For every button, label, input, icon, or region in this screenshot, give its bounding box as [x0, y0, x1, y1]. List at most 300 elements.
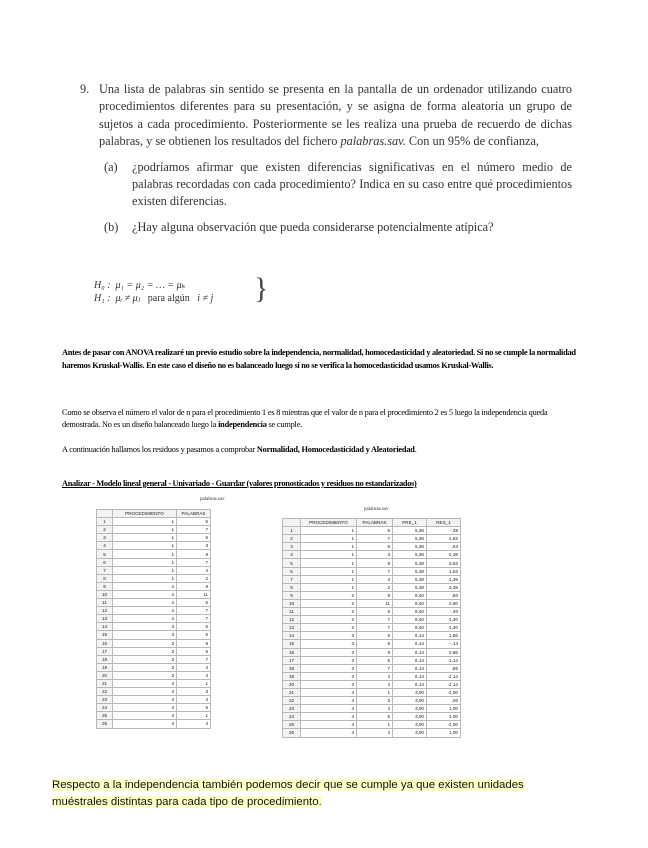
sheet2-cell[interactable]: 3,00 — [393, 713, 427, 721]
question-b-text: ¿Hay alguna observación que pueda considerarse potencialmente atípica? — [132, 219, 494, 234]
sheet2-cell[interactable]: -2,14 — [427, 672, 461, 680]
sheet1-row-number[interactable]: 17 — [97, 647, 113, 655]
sheet1-header-procedimiento[interactable]: PROCEDIMIENTO — [113, 510, 177, 518]
sheet2-cell[interactable]: -,40 — [427, 608, 461, 616]
sheet2-cell[interactable]: 1 — [357, 688, 393, 696]
sheet2-cell[interactable]: 9 — [357, 559, 393, 567]
sheet2-cell[interactable]: 9 — [357, 648, 393, 656]
sheet2-row-number[interactable]: 14 — [283, 632, 301, 640]
sheet1-cell[interactable]: 4 — [113, 712, 177, 720]
sheet1-cell[interactable]: 2 — [113, 590, 177, 598]
question-a — [104, 159, 572, 211]
sheet2-row — [283, 640, 461, 648]
sheet2-cell[interactable]: 5 — [357, 656, 393, 664]
sheet1-cell[interactable]: 9 — [177, 582, 211, 590]
sheet1-row-number[interactable]: 24 — [97, 704, 113, 712]
sheet2-cell[interactable]: 1,86 — [427, 632, 461, 640]
sheet2-row — [283, 656, 461, 664]
sheet1-row — [97, 671, 211, 679]
sheet2-row-number[interactable]: 1 — [283, 527, 301, 535]
sheet1-cell[interactable]: 5 — [177, 704, 211, 712]
sheet2-cell[interactable]: 8,40 — [393, 624, 427, 632]
sheet2-row — [283, 624, 461, 632]
sheet2-cell[interactable]: 2 — [301, 599, 357, 607]
sheet1-cell[interactable]: 1 — [113, 550, 177, 558]
sheet2-cell[interactable]: 3,00 — [393, 705, 427, 713]
sheet1-cell[interactable]: 3 — [113, 655, 177, 663]
sheet2-row-number[interactable]: 18 — [283, 664, 301, 672]
sheet1-cell[interactable]: 5 — [177, 647, 211, 655]
sheet1-cell[interactable]: 7 — [177, 558, 211, 566]
sheet1-row — [97, 679, 211, 687]
sheet2-cell[interactable]: 6 — [357, 640, 393, 648]
sheet2-row-number[interactable]: 17 — [283, 656, 301, 664]
sheet2-row-number[interactable]: 12 — [283, 616, 301, 624]
sheet1-cell[interactable]: 4 — [177, 663, 211, 671]
sheet2-cell[interactable]: 5,38 — [393, 543, 427, 551]
hypotheses — [94, 272, 269, 305]
sheet1-row — [97, 558, 211, 566]
residuals-note-text: A continuación hallamos los residuos y pasamos a comprobar — [62, 445, 257, 454]
sheet1-row-number[interactable]: 1 — [97, 518, 113, 526]
sheet2-cell[interactable]: 4 — [301, 697, 357, 705]
sheet1-cell[interactable]: 9 — [177, 639, 211, 647]
sheet2-row — [283, 705, 461, 713]
sheet2-cell[interactable]: 6,14 — [393, 656, 427, 664]
sheet2-cell[interactable]: 5,38 — [393, 527, 427, 535]
sheet2-cell[interactable]: 7 — [357, 535, 393, 543]
sheet2-row — [283, 559, 461, 567]
sheet2-row — [283, 543, 461, 551]
sheet2-row — [283, 664, 461, 672]
sheet1-row-number[interactable]: 15 — [97, 631, 113, 639]
problem-statement-end: Con un 95% de confianza, — [405, 134, 539, 149]
sheet2-cell[interactable]: 7 — [357, 624, 393, 632]
sheet2-cell[interactable]: 1 — [301, 559, 357, 567]
h0-expression: μ₁ = μ₂ = … = μₖ — [115, 280, 186, 291]
sheet1-row — [97, 712, 211, 720]
sheet2-row-number[interactable]: 26 — [283, 729, 301, 737]
sheet2-row-number[interactable]: 7 — [283, 575, 301, 583]
sheet2-header-palabras[interactable]: PALABRAS — [357, 519, 393, 527]
sheet2-row — [283, 608, 461, 616]
problem-statement-text: Una lista de palabras sin sentido se presenta en la pantalla de un ordenador utilizando cuatro procedimientos diferentes para su presentación, y se asigna de forma aleatoria un grupo de sujetos a cada procedimiento. Posteriormente se les realiza una prueba de recuerdo de dichas palabras, y se obtienen los resultados del fichero — [99, 82, 572, 149]
sheet1-row — [97, 720, 211, 728]
sheet1-row-number[interactable]: 23 — [97, 696, 113, 704]
sheet2-cell[interactable]: 1 — [301, 527, 357, 535]
sheet1-row — [97, 526, 211, 534]
sheet1-cell[interactable]: 1 — [113, 518, 177, 526]
sheet1-row — [97, 607, 211, 615]
independence-note-end: se cumple. — [266, 419, 302, 429]
sheet1-row-number[interactable]: 10 — [97, 590, 113, 598]
sheet2-row-number[interactable]: 4 — [283, 551, 301, 559]
sheet2-cell[interactable]: 1,00 — [427, 705, 461, 713]
sheet2-row-number[interactable]: 21 — [283, 688, 301, 696]
sheet2-cell[interactable]: 3,00 — [393, 721, 427, 729]
sheet1-row — [97, 631, 211, 639]
sheet1-cell[interactable]: 4 — [113, 720, 177, 728]
sheet2-cell[interactable]: 4 — [301, 721, 357, 729]
sheet2-cell[interactable]: 9 — [357, 591, 393, 599]
sheet2-cell[interactable]: 2,60 — [427, 599, 461, 607]
sheet1-row-number[interactable]: 4 — [97, 542, 113, 550]
sheet2-cell[interactable]: 3 — [301, 640, 357, 648]
sheet2-cell[interactable]: 3 — [357, 697, 393, 705]
sheet2-cell[interactable]: 1 — [301, 551, 357, 559]
sheet1-cell[interactable]: 9 — [177, 550, 211, 558]
sheet1-cell[interactable]: 3 — [177, 688, 211, 696]
independence-keyword: independencia — [218, 419, 267, 429]
sheet2-row-number[interactable]: 11 — [283, 608, 301, 616]
sheet2-cell[interactable]: 2 — [301, 608, 357, 616]
sheet2-row — [283, 575, 461, 583]
sheet1-row — [97, 663, 211, 671]
sheet2-row-number[interactable]: 15 — [283, 640, 301, 648]
sheet2-cell[interactable]: 4 — [301, 688, 357, 696]
sheet2-header-procedimiento[interactable]: PROCEDIMIENTO — [301, 519, 357, 527]
sheet2-cell[interactable]: ,86 — [427, 664, 461, 672]
sheet1-row — [97, 704, 211, 712]
sheet1-row — [97, 590, 211, 598]
sheet2-cell[interactable]: 4 — [301, 729, 357, 737]
sheet2-row — [283, 680, 461, 688]
sheet1-cell[interactable]: 7 — [177, 615, 211, 623]
sheet2-cell[interactable]: 5,38 — [393, 551, 427, 559]
sheet1-row-number[interactable]: 7 — [97, 566, 113, 574]
sheet1-cell[interactable]: 4 — [113, 704, 177, 712]
residuals-note — [62, 444, 584, 456]
sheet2-cell[interactable]: 8,40 — [393, 616, 427, 624]
intro-note: Antes de pasar con ANOVA realizaré un previo estudio sobre la independencia, normalidad, homocedasticidad y aleatoriedad. Si no se cumple la normalidad haremos Kruskal-Wallis. En este caso el diseño no es balanceado luego si no se verifica la homocedasticidad usamos Kruskal-Wallis. — [62, 348, 576, 370]
sheet1-row-number[interactable]: 11 — [97, 599, 113, 607]
sheet1-cell[interactable]: 4 — [177, 720, 211, 728]
sheet1-cell[interactable]: 4 — [177, 566, 211, 574]
sheet2-row — [283, 729, 461, 737]
sheet2-cell[interactable]: -,38 — [427, 527, 461, 535]
sheet1-cell[interactable]: 2 — [113, 607, 177, 615]
sheet1-row-number[interactable]: 3 — [97, 534, 113, 542]
sheet2-row-number[interactable]: 2 — [283, 535, 301, 543]
sheet1-row-number[interactable]: 14 — [97, 623, 113, 631]
sheet1-cell[interactable]: 4 — [113, 679, 177, 687]
sheet2-cell[interactable]: 6,14 — [393, 648, 427, 656]
sheet2-cell[interactable]: 1 — [301, 583, 357, 591]
sheet2-cell[interactable]: 7 — [357, 664, 393, 672]
sheet1-table — [96, 509, 211, 729]
sheet2-cell[interactable]: ,00 — [427, 697, 461, 705]
sheet2-row-number[interactable]: 10 — [283, 599, 301, 607]
sheet1-cell[interactable]: 7 — [177, 526, 211, 534]
sheet2-row-number[interactable]: 13 — [283, 624, 301, 632]
question-b — [104, 219, 572, 236]
sheet2-cell[interactable]: 7 — [357, 567, 393, 575]
sheet2-row — [283, 583, 461, 591]
sheet2-cell[interactable]: 1 — [301, 575, 357, 583]
sheet2-cell[interactable]: 4 — [301, 713, 357, 721]
sheet1-row-number[interactable]: 9 — [97, 582, 113, 590]
sheet2-cell[interactable]: 4 — [357, 729, 393, 737]
sheet1-cell[interactable]: 1 — [113, 558, 177, 566]
sheet2-cell[interactable]: -1,40 — [427, 624, 461, 632]
sheet2-cell[interactable]: 6,14 — [393, 672, 427, 680]
sheet1-row-number[interactable]: 25 — [97, 712, 113, 720]
sheet2-row — [283, 567, 461, 575]
sheet2-cell[interactable]: 2,86 — [427, 648, 461, 656]
sheet1-cell[interactable]: 6 — [177, 623, 211, 631]
sheet2-cell[interactable]: 6,14 — [393, 640, 427, 648]
h1-expression: μᵢ ≠ μⱼ — [115, 292, 141, 304]
sheet2-cell[interactable]: 6 — [357, 632, 393, 640]
sheet1-header-palabras[interactable]: PALABRAS — [177, 510, 211, 518]
sheet2-cell[interactable]: -3,38 — [427, 583, 461, 591]
sheet2-cell[interactable]: 5 — [357, 527, 393, 535]
sheet2-cell[interactable]: 3 — [301, 632, 357, 640]
sheet2-cell[interactable]: 6,14 — [393, 632, 427, 640]
brace-symbol: } — [254, 272, 269, 305]
sheet2-cell[interactable]: 3 — [301, 680, 357, 688]
sheet2-row-number[interactable]: 24 — [283, 713, 301, 721]
h1-index: i ≠ j — [197, 292, 214, 304]
sheet1-row-number[interactable]: 2 — [97, 526, 113, 534]
sheet1-row — [97, 696, 211, 704]
sheet1-row-number[interactable]: 20 — [97, 671, 113, 679]
sheet1-cell[interactable]: 6 — [177, 631, 211, 639]
sheet1-cell[interactable]: 2 — [113, 599, 177, 607]
sheet2-cell[interactable]: 8,40 — [393, 599, 427, 607]
sheet2-cell[interactable]: 4 — [301, 705, 357, 713]
sheet1-cell[interactable]: 4 — [113, 688, 177, 696]
sheet2-cell[interactable]: 3,63 — [427, 559, 461, 567]
sheet1-row-number[interactable]: 6 — [97, 558, 113, 566]
h1-condition: para algún — [147, 292, 190, 304]
sheet1-cell[interactable]: 1 — [113, 574, 177, 582]
sheet2-cell[interactable]: 6 — [357, 543, 393, 551]
independence-note — [62, 407, 584, 431]
sheet2-row-number[interactable]: 23 — [283, 705, 301, 713]
sheet2-row — [283, 616, 461, 624]
sheet2-corner — [283, 519, 301, 527]
sheet1-row-number[interactable]: 16 — [97, 639, 113, 647]
sheet2-cell[interactable]: -2,00 — [427, 721, 461, 729]
sheet2-cell[interactable]: ,60 — [427, 591, 461, 599]
sheet2-row — [283, 591, 461, 599]
sheet2-row — [283, 527, 461, 535]
sheet1-cell[interactable]: 1 — [113, 534, 177, 542]
sheet1-cell[interactable]: 7 — [177, 655, 211, 663]
sheet2-cell[interactable]: 3 — [357, 551, 393, 559]
sheet2-cell[interactable]: 3 — [301, 664, 357, 672]
sheet2-cell[interactable]: 11 — [357, 599, 393, 607]
sheet2-cell[interactable]: 4 — [357, 575, 393, 583]
sheet2-cell[interactable]: 6,14 — [393, 664, 427, 672]
sheet2-header-pre[interactable]: PRE_1 — [393, 519, 427, 527]
sheet2-cell[interactable]: 1,00 — [427, 729, 461, 737]
problem-statement — [80, 81, 572, 236]
hypothesis-null — [94, 280, 213, 293]
sheet1-cell[interactable]: 3 — [113, 663, 177, 671]
sheet1-row-number[interactable]: 21 — [97, 679, 113, 687]
sheet1-cell[interactable]: 2 — [113, 582, 177, 590]
sheet1-cell[interactable]: 3 — [113, 671, 177, 679]
sheet2-cell[interactable]: 2,00 — [427, 713, 461, 721]
sheet2-cell[interactable]: -1,40 — [427, 616, 461, 624]
sheet2-row — [283, 721, 461, 729]
sheet2-cell[interactable]: 3 — [301, 648, 357, 656]
sheet1-cell[interactable]: 3 — [177, 542, 211, 550]
sheet2-cell[interactable]: 2 — [357, 583, 393, 591]
question-a-label: (a) — [104, 159, 118, 174]
sheet1-cell[interactable]: 1 — [177, 679, 211, 687]
sheet2-cell[interactable]: 8,40 — [393, 591, 427, 599]
sheet1-cell[interactable]: 4 — [177, 696, 211, 704]
sheet2-cell[interactable]: 6 — [357, 608, 393, 616]
sheet2-row-number[interactable]: 19 — [283, 672, 301, 680]
sheet1-cell[interactable]: 3 — [113, 639, 177, 647]
sheet2-cell[interactable]: 3,00 — [393, 688, 427, 696]
sheet2-header-res[interactable]: RES_1 — [427, 519, 461, 527]
sheet2-row-number[interactable]: 6 — [283, 567, 301, 575]
sheet1-cell[interactable]: 3 — [113, 623, 177, 631]
sheet2-cell[interactable]: 3 — [301, 672, 357, 680]
sheet1-cell[interactable]: 6 — [177, 599, 211, 607]
sheet1-row — [97, 647, 211, 655]
spss-menu-path: Analizar - Modelo lineal general - Univariado - Guardar (valores pronosticados y residuos no estandarizados) — [62, 479, 417, 488]
sheet1-row — [97, 623, 211, 631]
sheet2-cell[interactable]: 2 — [301, 591, 357, 599]
sheet2-cell[interactable]: 5,38 — [393, 575, 427, 583]
sheet1-row — [97, 542, 211, 550]
sheet1-cell[interactable]: 1 — [113, 526, 177, 534]
sheet1-cell[interactable]: 3 — [113, 631, 177, 639]
sheet1-cell[interactable]: 1 — [113, 542, 177, 550]
sheet2-cell[interactable]: ,63 — [427, 543, 461, 551]
sheet2-row — [283, 551, 461, 559]
sheet1-row — [97, 518, 211, 526]
sheet2-cell[interactable]: 1,63 — [427, 535, 461, 543]
sheet2-cell[interactable]: 2 — [301, 616, 357, 624]
sheet1-row-number[interactable]: 26 — [97, 720, 113, 728]
sheet1-cell[interactable]: 1 — [113, 566, 177, 574]
sheet2-row-number[interactable]: 16 — [283, 648, 301, 656]
sheet2-cell[interactable]: 3 — [301, 656, 357, 664]
sheet2-table — [282, 518, 461, 738]
sheet1-cell[interactable]: 3 — [113, 647, 177, 655]
sheet2-cell[interactable]: 7 — [357, 616, 393, 624]
sheet2-row — [283, 648, 461, 656]
sheet1-row — [97, 534, 211, 542]
sheet1-cell[interactable]: 11 — [177, 590, 211, 598]
sheet1-row-number[interactable]: 18 — [97, 655, 113, 663]
sheet2-cell[interactable]: 5,38 — [393, 567, 427, 575]
sheet1-row — [97, 655, 211, 663]
sheet1-row — [97, 566, 211, 574]
sheet2-cell[interactable]: 5,38 — [393, 535, 427, 543]
sheet1-corner — [97, 510, 113, 518]
question-b-label: (b) — [104, 219, 119, 234]
sheet1-row — [97, 688, 211, 696]
sheet2-cell[interactable]: 5 — [357, 713, 393, 721]
sheet2-cell[interactable]: 4 — [357, 680, 393, 688]
sheet2-row-number[interactable]: 8 — [283, 583, 301, 591]
sheet1-cell[interactable]: 2 — [113, 615, 177, 623]
sheet2-cell[interactable]: 4 — [357, 705, 393, 713]
problem-number: 9. — [80, 82, 90, 96]
sheet2-row-number[interactable]: 5 — [283, 559, 301, 567]
sheet2-row — [283, 599, 461, 607]
sheet1-row — [97, 550, 211, 558]
sheet2-cell[interactable]: -1,14 — [427, 656, 461, 664]
residuals-keywords: Normalidad, Homocedasticidad y Aleatoriedad — [256, 445, 415, 454]
sheet2-cell[interactable]: 5,38 — [393, 583, 427, 591]
sheet2-cell[interactable]: 4 — [357, 672, 393, 680]
sheet1-cell[interactable]: 4 — [177, 671, 211, 679]
sheet1-cell[interactable]: 5 — [177, 518, 211, 526]
h0-label: H₀ : — [94, 280, 111, 291]
sheet1-row-number[interactable]: 13 — [97, 615, 113, 623]
sheet1-cell[interactable]: 2 — [177, 574, 211, 582]
sheet2-row — [283, 632, 461, 640]
sheet1-row-number[interactable]: 12 — [97, 607, 113, 615]
sheet2-cell[interactable]: -,14 — [427, 640, 461, 648]
sheet2-cell[interactable]: 1 — [357, 721, 393, 729]
sheet1-row — [97, 582, 211, 590]
sheet2-cell[interactable]: 1,63 — [427, 567, 461, 575]
sheet2-cell[interactable]: 3,00 — [393, 729, 427, 737]
sheet2-cell[interactable]: -2,00 — [427, 688, 461, 696]
sheet1-cell[interactable]: 4 — [113, 696, 177, 704]
sheet2-cell[interactable]: 6,14 — [393, 680, 427, 688]
sheet2-row — [283, 672, 461, 680]
conclusion-note — [52, 777, 560, 810]
sheet2-row-number[interactable]: 20 — [283, 680, 301, 688]
sheet2-cell[interactable]: -1,38 — [427, 575, 461, 583]
sheet2-cell[interactable]: 1 — [301, 567, 357, 575]
sheet1-row-number[interactable]: 22 — [97, 688, 113, 696]
sheet2-row-number[interactable]: 3 — [283, 543, 301, 551]
sheet2-title: palabras.sav — [364, 507, 389, 512]
sheet2-cell[interactable]: 2 — [301, 624, 357, 632]
sheet1-row-number[interactable]: 19 — [97, 663, 113, 671]
sheet2-cell[interactable]: -2,14 — [427, 680, 461, 688]
sheet1-row-number[interactable]: 5 — [97, 550, 113, 558]
independence-note-text: Como se observa el número el valor de n para el procedimiento 1 es 8 mientras que el valor de n para el procedimiento 2 es 5 luego la independencia queda demostrada. No es un diseño balanceado luego la — [62, 408, 548, 429]
sheet2-cell[interactable]: 1 — [301, 543, 357, 551]
conclusion-text: Respecto a la independencia también podemos decir que se cumple ya que existen unidades muéstrales distintas para cada tipo de procedimiento. — [52, 779, 524, 808]
h1-label: H₁ : — [94, 292, 111, 304]
hypothesis-alternative — [94, 293, 213, 306]
sheet2-row-number[interactable]: 9 — [283, 591, 301, 599]
sheet2-cell[interactable]: -2,38 — [427, 551, 461, 559]
problem-text — [99, 81, 572, 151]
sheet1-row-number[interactable]: 8 — [97, 574, 113, 582]
sheet2-row-number[interactable]: 25 — [283, 721, 301, 729]
sheet2-cell[interactable]: 1 — [301, 535, 357, 543]
sheet2-cell[interactable]: 5,38 — [393, 559, 427, 567]
question-a-text: ¿podríamos afirmar que existen diferencias significativas en el número medio de palabras recordadas con cada procedimiento? Indica en su caso entre qué procedimientos existen diferencias. — [132, 159, 572, 209]
sheet2-cell[interactable]: 8,40 — [393, 608, 427, 616]
sheet1-title: palabras.sav — [200, 497, 225, 502]
sheet1-row — [97, 639, 211, 647]
sheet2-row — [283, 535, 461, 543]
sheet1-cell[interactable]: 1 — [177, 712, 211, 720]
sheet2-row-number[interactable]: 22 — [283, 697, 301, 705]
sheet1-row — [97, 615, 211, 623]
sheet1-cell[interactable]: 7 — [177, 607, 211, 615]
sheet1-cell[interactable]: 6 — [177, 534, 211, 542]
sheet1-row — [97, 574, 211, 582]
sheet2-cell[interactable]: 3,00 — [393, 697, 427, 705]
